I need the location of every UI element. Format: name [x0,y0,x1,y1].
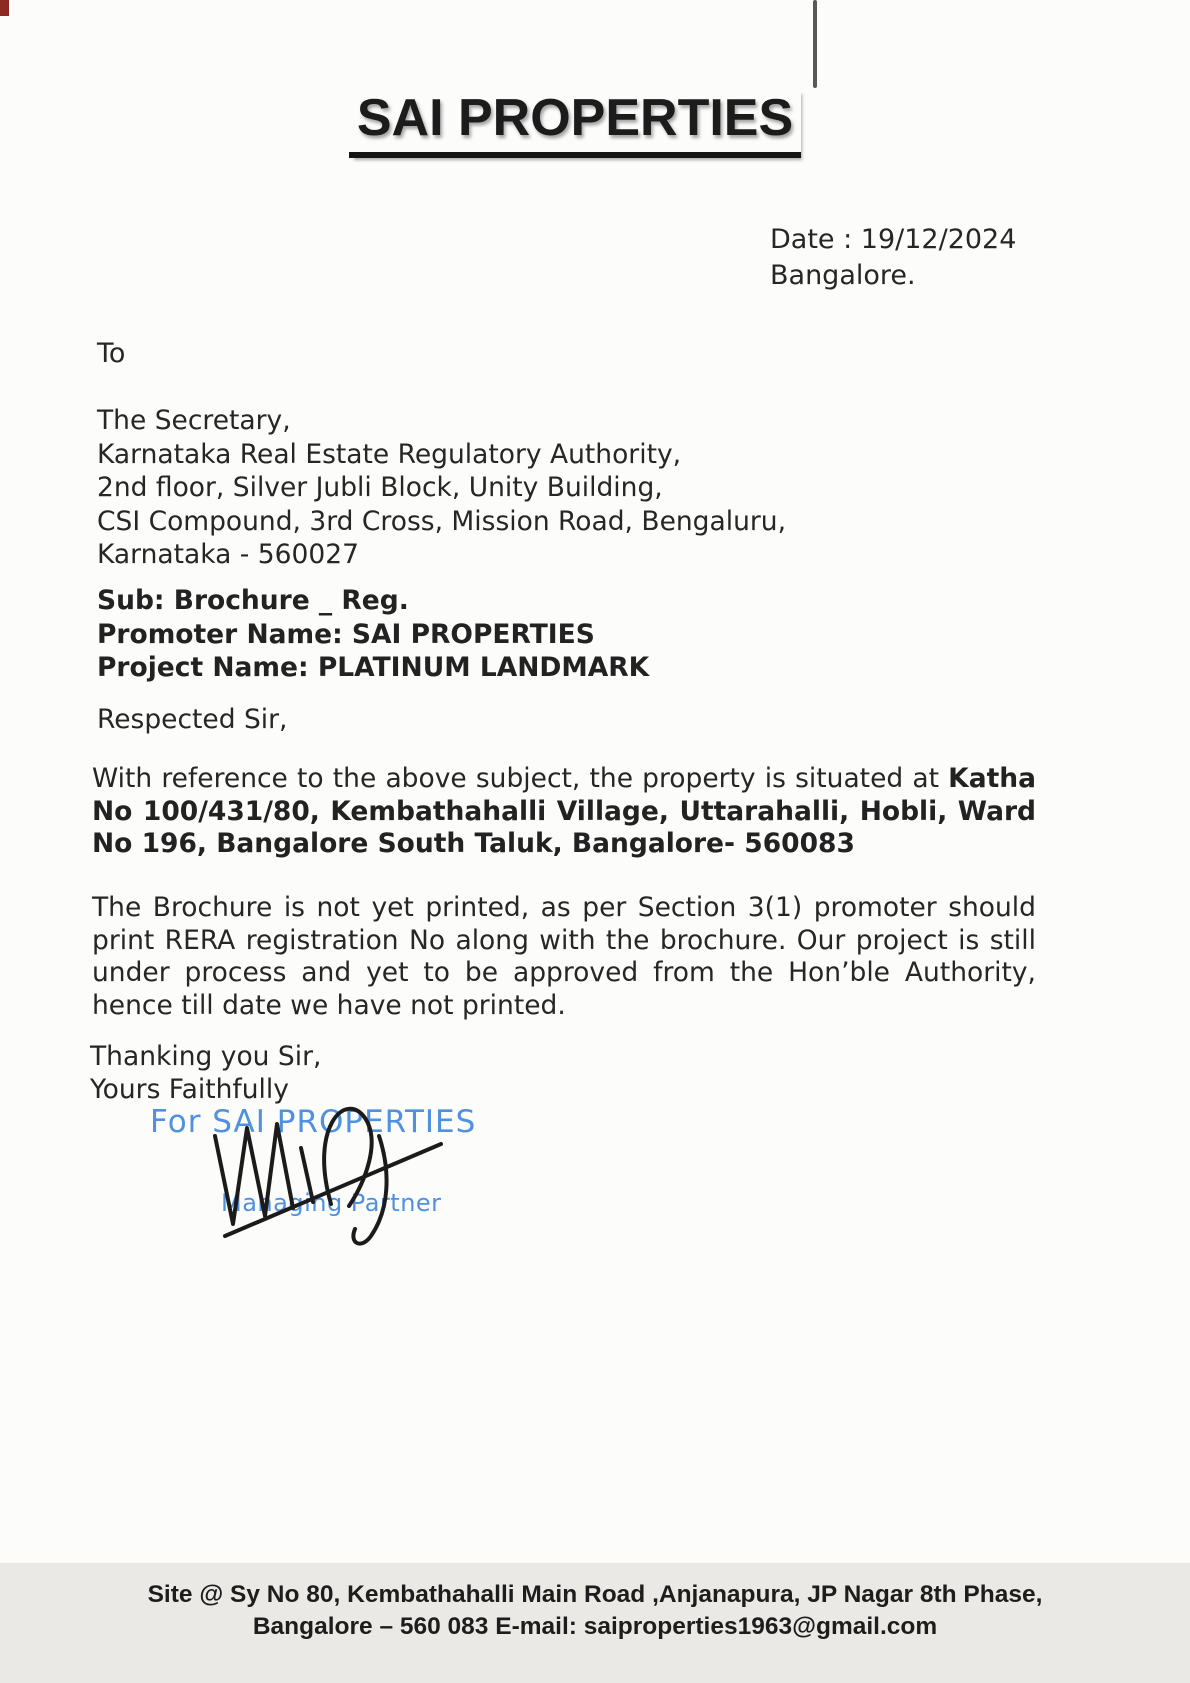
footer-line-2: Bangalore – 560 083 E-mail: saiproperties1963@gmail.com [252,1612,938,1640]
recipient-line: CSI Compound, 3rd Cross, Mission Road, Bengaluru, [97,505,786,537]
footer-band [0,1563,1190,1683]
project-line: Project Name: PLATINUM LANDMARK [97,652,650,683]
signature-stroke [301,1148,313,1202]
para1-normal-text: With reference to the above subject, the property is situated at [92,763,949,794]
letterhead [0,88,1190,158]
signature-scribble [173,1082,463,1250]
recipient-line: Karnataka Real Estate Regulatory Authority, [97,438,682,470]
signature-stroke [225,1144,441,1236]
footer-line-1: Site @ Sy No 80, Kembathahalli Main Road ,Anjanapura, JP Nagar 8th Phase, [147,1581,1043,1608]
subject-line: Sub: Brochure _ Reg. [97,585,409,616]
to-label: To [97,338,126,369]
date-line: Date : 19/12/2024 [770,224,1017,255]
recipient-address [97,404,786,572]
scan-artifact-corner [0,0,9,16]
thanks-line: Thanking you Sir, [90,1041,322,1072]
promoter-line: Promoter Name: SAI PROPERTIES [97,618,595,650]
scan-artifact-edge [813,0,817,88]
faithfully-line: Yours Faithfully [90,1074,289,1105]
date-block [770,222,1016,294]
body-paragraph-1 [92,763,1036,861]
recipient-line: The Secretary, [97,405,291,436]
stamp-for-line: For SAI PROPERTIES [150,1104,477,1140]
para1-bold-text: Katha No 100/431/80, Kembathahalli Village, Uttarahalli, Hobli, Ward No 196, Bangalore South Taluk, Bangalore- 560083 [92,763,1036,859]
body-paragraph-2: The Brochure is not yet printed, as per Section 3(1) promoter should print RERA registration No along with the brochure. Our project is still under process and yet to be approved from the Hon’ble Authority, hence till date we have not printed. [92,892,1036,1021]
recipient-line: Karnataka - 560027 [97,539,359,570]
place-line: Bangalore. [770,260,916,291]
company-title: SAI PROPERTIES [349,88,801,158]
recipient-line: 2nd floor, Silver Jubli Block, Unity Building, [97,472,663,503]
stamp-role-line: Managing Partner [221,1189,442,1217]
signature-stroke [215,1124,293,1224]
subject-block [97,584,649,685]
greeting-line: Respected Sir, [97,704,288,735]
